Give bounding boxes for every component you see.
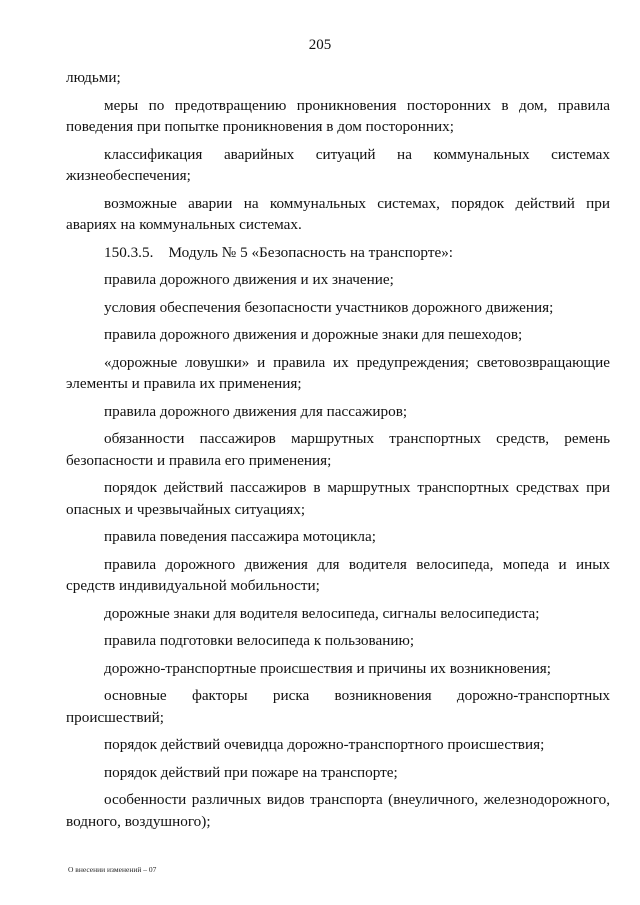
paragraph: правила подготовки велосипеда к пользованию; <box>104 632 415 649</box>
paragraph: классификация аварийных ситуаций на коммунальных системах жизнеобеспечения; <box>66 145 610 184</box>
paragraph: правила дорожного движения для пассажиров; <box>104 402 408 420</box>
section-heading: 150.3.5. Модуль № 5 «Безопасность на транспорте»: <box>104 243 454 261</box>
paragraph: правила дорожного движения и их значение; <box>104 271 394 288</box>
paragraph: особенности различных видов транспорта (внеуличного, железнодорожного, водного, воздушного); <box>66 791 610 830</box>
document-body <box>66 67 610 838</box>
paragraph: условия обеспечения безопасности участников дорожного движения; <box>104 298 554 316</box>
page-number: 205 <box>308 37 332 53</box>
paragraph: дорожные знаки для водителя велосипеда, сигналы велосипедиста; <box>104 604 540 622</box>
paragraph: правила поведения пассажира мотоцикла; <box>104 528 376 545</box>
footer-note: О внесении изменений – 07 <box>68 865 157 874</box>
paragraph: «дорожные ловушки» и правила их предупреждения; световозвращающие элементы и правила их применения; <box>66 353 610 392</box>
paragraph: порядок действий при пожаре на транспорте; <box>104 763 398 781</box>
paragraph: правила дорожного движения и дорожные знаки для пешеходов; <box>104 326 523 343</box>
paragraph: возможные аварии на коммунальных системах, порядок действий при авариях на коммунальных системах. <box>66 194 610 233</box>
paragraph: правила дорожного движения для водителя велосипеда, мопеда и иных средств индивидуальной мобильности; <box>66 555 610 594</box>
paragraph: порядок действий пассажиров в маршрутных транспортных средствах при опасных и чрезвычайных ситуациях; <box>66 479 610 518</box>
paragraph: основные факторы риска возникновения дорожно-транспортных происшествий; <box>66 687 610 726</box>
paragraph: дорожно-транспортные происшествия и причины их возникновения; <box>104 659 551 677</box>
paragraph: меры по предотвращению проникновения посторонних в дом, правила поведения при попытке проникновения в дом посторонних; <box>66 96 610 135</box>
paragraph-continuation: людьми; <box>66 69 121 86</box>
paragraph: обязанности пассажиров маршрутных транспортных средств, ремень безопасности и правила его применения; <box>66 430 610 469</box>
paragraph: порядок действий очевидца дорожно-транспортного происшествия; <box>104 736 545 753</box>
